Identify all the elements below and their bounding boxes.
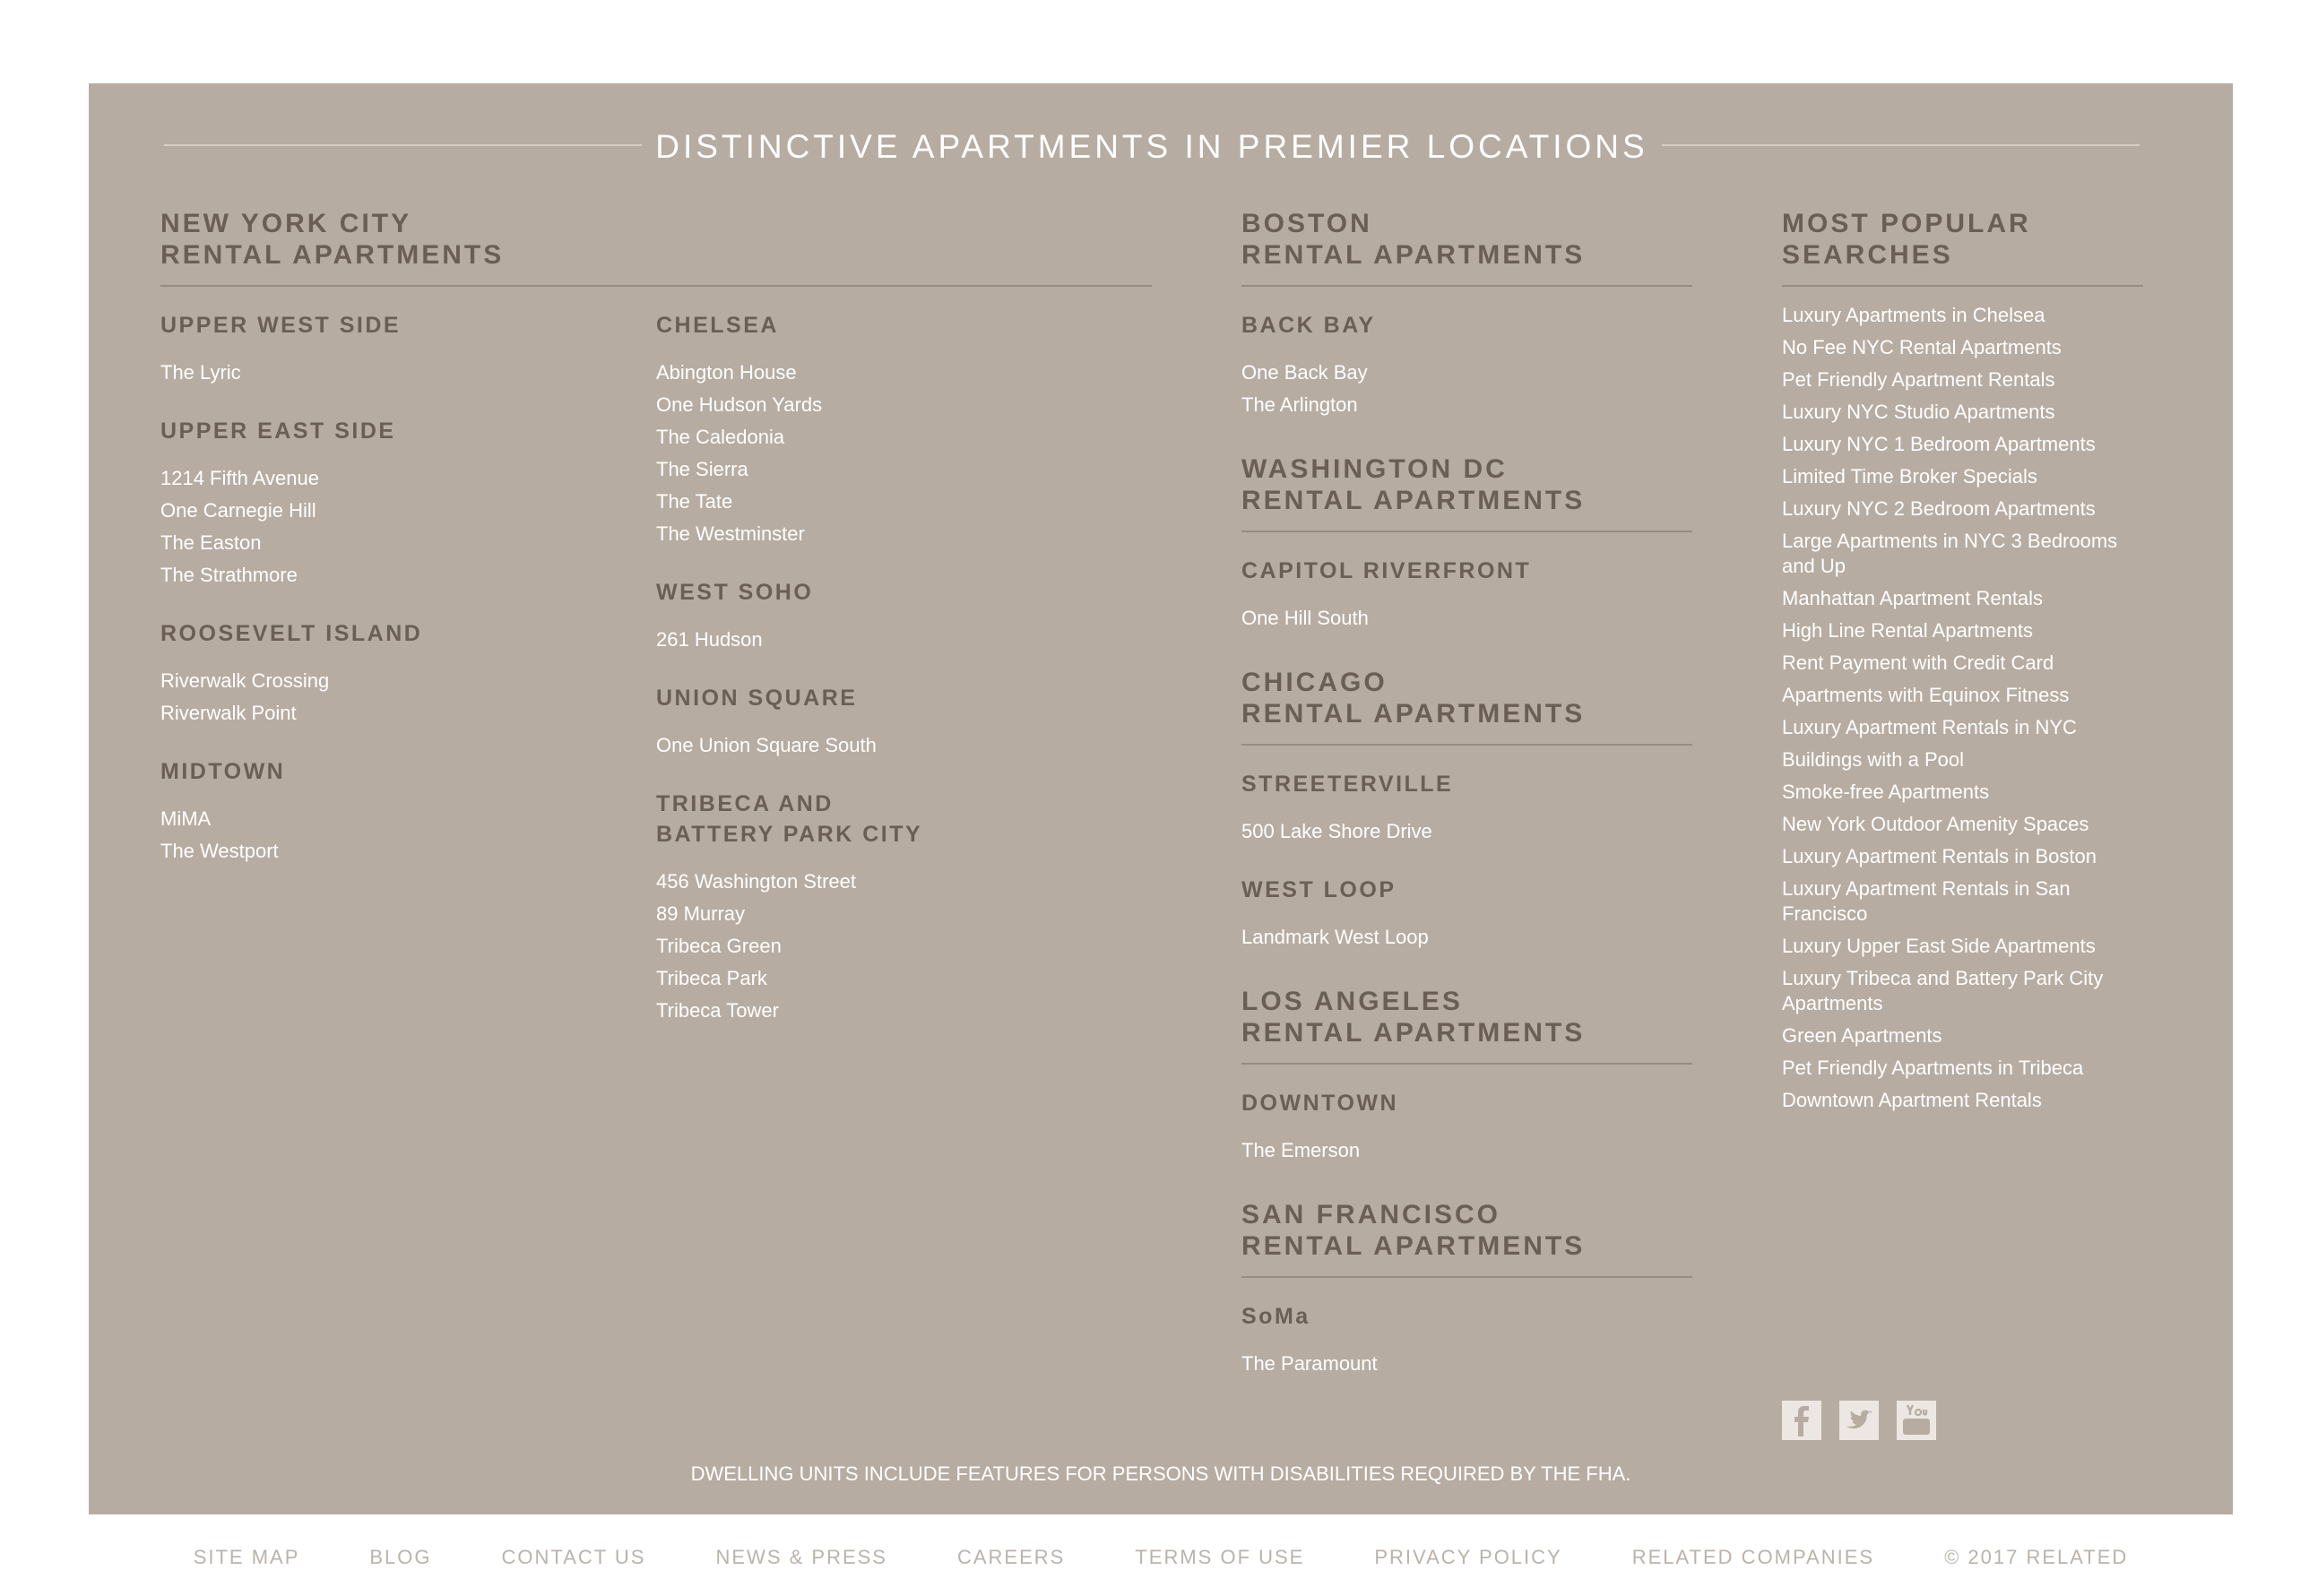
building-list [160, 665, 656, 729]
building-list-item [1241, 1348, 1692, 1380]
link-one-carnegie-hill[interactable]: One Carnegie Hill [160, 499, 316, 522]
twitter-icon[interactable] [1839, 1401, 1879, 1440]
building-list-item [160, 495, 656, 527]
building-list-item [656, 898, 1152, 930]
popular-search-link[interactable]: Large Apartments in NYC 3 Bedrooms and Up [1782, 530, 2118, 577]
building-list [656, 729, 1152, 762]
building-list-item [656, 357, 1152, 389]
building-list-item [656, 866, 1152, 898]
building-list-item [656, 624, 1152, 656]
link-landmark-west-loop[interactable]: Landmark West Loop [1241, 926, 1429, 948]
neighborhood-heading [656, 789, 1152, 850]
link-tribeca-park[interactable]: Tribeca Park [656, 967, 767, 989]
popular-title [1782, 208, 2143, 271]
chicago-section [1241, 667, 1692, 953]
link-the-sierra[interactable]: The Sierra [656, 458, 748, 480]
neighborhood-heading: BACK BAY [1241, 313, 1376, 338]
footer-link-blog[interactable]: BLOG [369, 1546, 432, 1568]
building-list-item [160, 697, 656, 729]
boston-rule [1241, 285, 1692, 287]
building-list [656, 624, 1152, 656]
neighborhood-heading-line1: TRIBECA AND [656, 791, 834, 816]
boston-building-list [1241, 357, 1692, 421]
building-list-item [656, 729, 1152, 762]
nyc-title-line1: NEW YORK CITY [160, 209, 412, 238]
dc-title-line1: WASHINGTON DC [1241, 454, 1508, 484]
link-the-arlington[interactable]: The Arlington [1241, 393, 1358, 416]
link-mima[interactable]: MiMA [160, 807, 212, 830]
dc-rule [1241, 531, 1692, 532]
popular-search-link[interactable]: Rent Payment with Credit Card [1782, 651, 2054, 674]
la-rule [1241, 1063, 1692, 1065]
footer-link-news-press[interactable]: NEWS & PRESS [715, 1546, 887, 1568]
link-the-caledonia[interactable]: The Caledonia [656, 426, 785, 448]
boston-title-line1: BOSTON [1241, 209, 1372, 238]
neighborhood-heading: CAPITOL RIVERFRONT [1241, 558, 1532, 583]
building-list-item [160, 803, 656, 835]
building-list-item [656, 930, 1152, 962]
neighborhood-heading: UNION SQUARE [656, 686, 858, 711]
popular-search-link[interactable]: Luxury NYC 1 Bedroom Apartments [1782, 433, 2096, 455]
popular-search-link[interactable]: Limited Time Broker Specials [1782, 465, 2037, 487]
popular-search-item [1782, 396, 2143, 428]
link-1214-fifth-avenue[interactable]: 1214 Fifth Avenue [160, 467, 319, 489]
sf-section [1241, 1199, 1692, 1380]
popular-search-link[interactable]: Luxury Apartment Rentals in San Francisco [1782, 877, 2071, 925]
la-title [1241, 986, 1692, 1048]
dc-building-list [1241, 602, 1692, 634]
building-list [656, 866, 1152, 1027]
la-title-line1: LOS ANGELES [1241, 987, 1463, 1016]
youtube-icon[interactable] [1897, 1401, 1936, 1440]
hero-title: DISTINCTIVE APARTMENTS IN PREMIER LOCATIONS [655, 128, 1648, 165]
popular-search-item [1782, 930, 2143, 962]
building-list [160, 803, 656, 867]
popular-search-link[interactable]: New York Outdoor Amenity Spaces [1782, 813, 2089, 835]
link-456-washington-street[interactable]: 456 Washington Street [656, 870, 856, 893]
popular-search-item [1782, 461, 2143, 493]
nyc-section [160, 208, 1152, 1054]
building-list-item [160, 527, 656, 559]
link-riverwalk-crossing[interactable]: Riverwalk Crossing [160, 669, 330, 692]
popular-search-item [1782, 808, 2143, 841]
popular-title-line2: SEARCHES [1782, 240, 1953, 270]
building-list-item [656, 962, 1152, 995]
copyright: © 2017 RELATED [1944, 1546, 2129, 1568]
nyc-title [160, 208, 1152, 271]
popular-search-link[interactable]: Green Apartments [1782, 1024, 1942, 1047]
building-list-item [1241, 389, 1692, 421]
social-links [1782, 1401, 1936, 1440]
popular-search-item [1782, 493, 2143, 525]
popular-search-item [1782, 962, 2143, 1020]
chicago-rule [1241, 744, 1692, 746]
building-list-item [656, 486, 1152, 518]
popular-search-item [1782, 1084, 2143, 1117]
neighborhood-heading: CHELSEA [656, 313, 779, 338]
link-89-murray[interactable]: 89 Murray [656, 902, 746, 925]
la-section [1241, 986, 1692, 1167]
building-list-item [1241, 815, 1692, 848]
neighborhood-heading: UPPER EAST SIDE [160, 418, 396, 444]
popular-search-link[interactable]: Buildings with a Pool [1782, 748, 1965, 771]
footer-link-terms-of-use[interactable]: TERMS OF USE [1135, 1546, 1305, 1568]
building-list-item [656, 389, 1152, 421]
popular-search-link[interactable]: Downtown Apartment Rentals [1782, 1089, 2042, 1111]
popular-title-line1: MOST POPULAR [1782, 209, 2031, 238]
footer-link-related-companies[interactable]: RELATED COMPANIES [1631, 1546, 1875, 1568]
popular-search-item [1782, 332, 2143, 364]
chicago-title [1241, 667, 1692, 729]
building-list-item [656, 518, 1152, 550]
link-500-lake-shore-drive[interactable]: 500 Lake Shore Drive [1241, 820, 1432, 842]
building-list-item [1241, 921, 1692, 953]
popular-search-item [1782, 299, 2143, 332]
link-riverwalk-point[interactable]: Riverwalk Point [160, 702, 297, 724]
building-list-item [1241, 1134, 1692, 1167]
link-tribeca-tower[interactable]: Tribeca Tower [656, 999, 779, 1022]
la-building-list [1241, 1134, 1692, 1167]
link-the-westminster[interactable]: The Westminster [656, 522, 805, 545]
building-list [1241, 815, 1692, 848]
popular-search-item [1782, 1052, 2143, 1084]
link-the-easton[interactable]: The Easton [160, 531, 262, 554]
facebook-icon[interactable] [1782, 1401, 1821, 1440]
neighborhood-heading: MIDTOWN [160, 759, 286, 784]
neighborhood-heading: ROOSEVELT ISLAND [160, 621, 423, 646]
popular-search-link[interactable]: Luxury NYC Studio Apartments [1782, 401, 2055, 423]
link-one-back-bay[interactable]: One Back Bay [1241, 361, 1368, 384]
link-the-paramount[interactable]: The Paramount [1241, 1352, 1378, 1375]
link-the-lyric[interactable]: The Lyric [160, 361, 241, 384]
neighborhood-heading: UPPER WEST SIDE [160, 313, 402, 338]
building-list-item [160, 835, 656, 867]
footer-link-careers[interactable]: CAREERS [956, 1546, 1066, 1568]
popular-search-item [1782, 615, 2143, 647]
nyc-rule [160, 285, 1152, 287]
chicago-title-line1: CHICAGO [1241, 668, 1388, 697]
link-one-hill-south[interactable]: One Hill South [1241, 607, 1369, 629]
building-list-item [656, 421, 1152, 453]
dc-section [1241, 453, 1692, 634]
sf-rule [1241, 1276, 1692, 1278]
popular-search-item [1782, 841, 2143, 873]
building-list-item [160, 462, 656, 495]
boston-title [1241, 208, 1692, 271]
hero-rule-left [164, 144, 642, 146]
footer-link-privacy-policy[interactable]: PRIVACY POLICY [1374, 1546, 1562, 1568]
popular-search-list [1782, 299, 2143, 1117]
nyc-subcolumn-1 [160, 310, 656, 1054]
boston-title-line2: RENTAL APARTMENTS [1241, 240, 1586, 270]
sf-title-line2: RENTAL APARTMENTS [1241, 1231, 1586, 1261]
popular-search-item [1782, 525, 2143, 582]
popular-search-link[interactable]: Pet Friendly Apartments in Tribeca [1782, 1057, 2084, 1079]
link-the-westport[interactable]: The Westport [160, 840, 279, 862]
link-one-hudson-yards[interactable]: One Hudson Yards [656, 393, 823, 416]
footer-link-site-map[interactable]: SITE MAP [193, 1546, 300, 1568]
link-the-strathmore[interactable]: The Strathmore [160, 564, 298, 586]
popular-search-item [1782, 679, 2143, 712]
link-the-tate[interactable]: The Tate [656, 490, 733, 513]
building-list [656, 357, 1152, 550]
popular-searches-section [1782, 208, 2143, 1143]
popular-search-link[interactable]: Pet Friendly Apartment Rentals [1782, 368, 2055, 391]
neighborhood-heading: WEST SOHO [656, 580, 814, 605]
sf-title-line1: SAN FRANCISCO [1241, 1200, 1501, 1229]
popular-search-item [1782, 364, 2143, 396]
neighborhood-heading: SoMa [1241, 1304, 1310, 1329]
dc-title-line2: RENTAL APARTMENTS [1241, 486, 1586, 515]
building-list-item [1241, 602, 1692, 634]
chicago-neighborhoods [1241, 769, 1692, 953]
nyc-grid [160, 310, 1152, 1054]
footer-link-contact-us[interactable]: CONTACT US [501, 1546, 646, 1568]
building-list [160, 462, 656, 591]
building-list [1241, 921, 1692, 953]
popular-search-link[interactable]: Luxury Tribeca and Battery Park City Apartments [1782, 967, 2104, 1014]
footer-nav [89, 1541, 2233, 1574]
popular-search-item [1782, 428, 2143, 461]
dc-title [1241, 453, 1692, 516]
building-list-item [160, 665, 656, 697]
neighborhood-heading-line2: BATTERY PARK CITY [656, 822, 923, 847]
link-tribeca-green[interactable]: Tribeca Green [656, 935, 782, 957]
building-list [160, 357, 656, 389]
link-one-union-square-south[interactable]: One Union Square South [656, 734, 877, 756]
popular-search-link[interactable]: Apartments with Equinox Fitness [1782, 684, 2070, 706]
nyc-title-line2: RENTAL APARTMENTS [160, 240, 505, 270]
popular-search-link[interactable]: Luxury Apartment Rentals in NYC [1782, 716, 2077, 738]
popular-search-item [1782, 712, 2143, 744]
popular-search-item [1782, 647, 2143, 679]
neighborhood-heading: WEST LOOP [1241, 877, 1397, 902]
building-list-item [1241, 357, 1692, 389]
popular-search-link[interactable]: No Fee NYC Rental Apartments [1782, 336, 2062, 358]
building-list-item [160, 559, 656, 591]
link-the-emerson[interactable]: The Emerson [1241, 1139, 1361, 1161]
chicago-title-line2: RENTAL APARTMENTS [1241, 699, 1586, 729]
popular-search-link[interactable]: Luxury Apartments in Chelsea [1782, 304, 2045, 326]
other-cities-column [1241, 208, 1692, 1412]
neighborhood-heading: STREETERVILLE [1241, 772, 1454, 797]
building-list-item [160, 357, 656, 389]
hero-rule-right [1662, 144, 2140, 146]
nyc-subcolumn-2 [656, 310, 1152, 1054]
popular-search-link[interactable]: Luxury NYC 2 Bedroom Apartments [1782, 497, 2096, 520]
popular-search-link[interactable]: High Line Rental Apartments [1782, 619, 2034, 642]
popular-search-item [1782, 776, 2143, 808]
popular-search-item [1782, 1020, 2143, 1052]
popular-search-link[interactable]: Smoke-free Apartments [1782, 781, 1990, 803]
fha-notice: DWELLING UNITS INCLUDE FEATURES FOR PERSONS WITH DISABILITIES REQUIRED BY THE FHA. [690, 1462, 1631, 1485]
popular-search-link[interactable]: Manhattan Apartment Rentals [1782, 587, 2044, 609]
link-261-hudson[interactable]: 261 Hudson [656, 628, 763, 651]
neighborhood-heading: DOWNTOWN [1241, 1091, 1399, 1116]
building-list-item [656, 453, 1152, 486]
boston-section [1241, 208, 1692, 421]
building-list-item [656, 995, 1152, 1027]
popular-rule [1782, 285, 2143, 287]
popular-search-item [1782, 744, 2143, 776]
popular-search-link[interactable]: Luxury Apartment Rentals in Boston [1782, 845, 2097, 867]
la-title-line2: RENTAL APARTMENTS [1241, 1018, 1586, 1048]
popular-search-item [1782, 873, 2143, 930]
popular-search-link[interactable]: Luxury Upper East Side Apartments [1782, 935, 2096, 957]
sf-title [1241, 1199, 1692, 1262]
link-abington-house[interactable]: Abington House [656, 361, 797, 384]
popular-search-item [1782, 582, 2143, 615]
sf-building-list [1241, 1348, 1692, 1380]
